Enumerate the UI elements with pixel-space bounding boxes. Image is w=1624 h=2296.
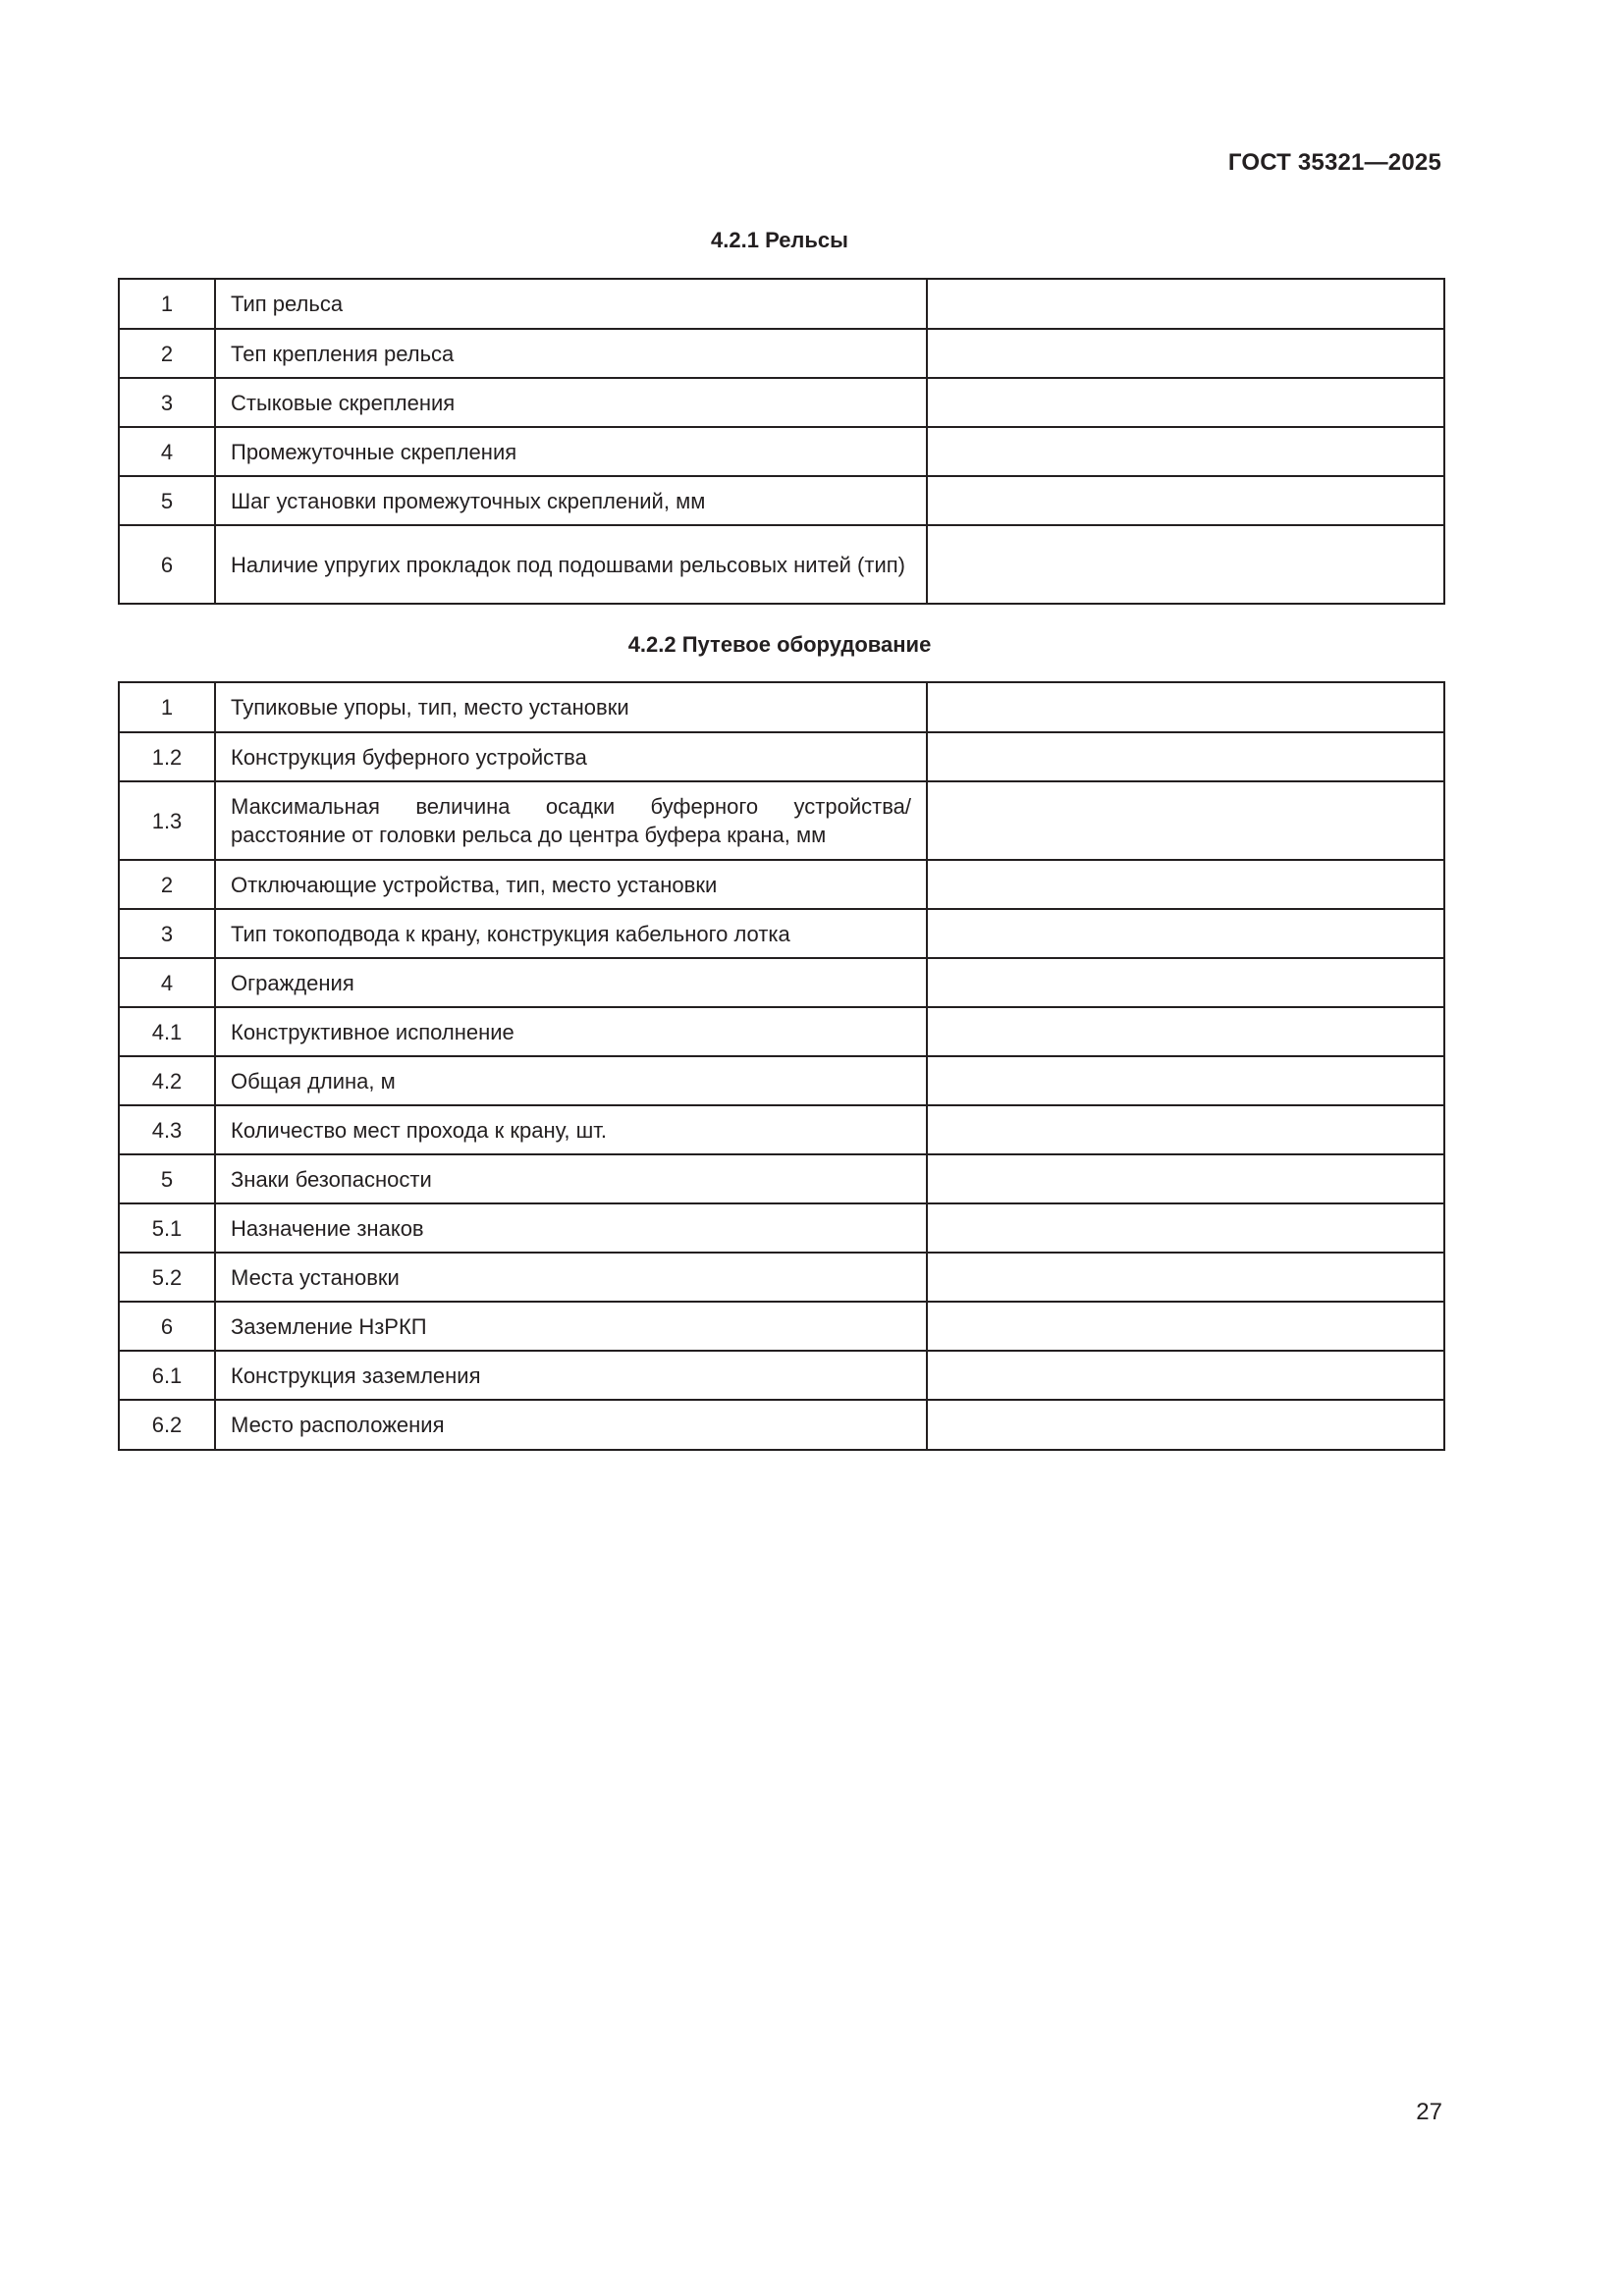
table-row [119, 1203, 1444, 1253]
table-row [119, 909, 1444, 958]
row-number: 5 [119, 1154, 215, 1203]
row-parameter: Промежуточные скрепления [215, 427, 927, 476]
row-number: 6.1 [119, 1351, 215, 1400]
page-number: 27 [1416, 2099, 1442, 2125]
row-parameter: Место расположения [215, 1400, 927, 1450]
row-value-cell [927, 1400, 1444, 1450]
row-parameter: Общая длина, м [215, 1056, 927, 1105]
row-number: 2 [119, 860, 215, 909]
row-parameter: Конструкция буферного устройства [215, 732, 927, 781]
table-row [119, 1400, 1444, 1450]
row-value-cell [927, 1253, 1444, 1302]
row-value-cell [927, 1203, 1444, 1253]
table-row [119, 682, 1444, 732]
row-value-cell [927, 279, 1444, 329]
row-number: 3 [119, 909, 215, 958]
row-number: 5.2 [119, 1253, 215, 1302]
row-value-cell [927, 1105, 1444, 1154]
table-row [119, 958, 1444, 1007]
row-parameter: Конструкция заземления [215, 1351, 927, 1400]
row-number: 4.2 [119, 1056, 215, 1105]
row-number: 2 [119, 329, 215, 378]
table-row [119, 1302, 1444, 1351]
row-number: 1.2 [119, 732, 215, 781]
row-number: 5.1 [119, 1203, 215, 1253]
table-row [119, 329, 1444, 378]
row-parameter: Максимальная величина осадки буферного устройства/ расстояние от головки рельса до центра буфера крана, мм [215, 781, 927, 860]
table-row [119, 860, 1444, 909]
row-parameter: Шаг установки промежуточных скреплений, мм [215, 476, 927, 525]
table-row [119, 1351, 1444, 1400]
row-value-cell [927, 378, 1444, 427]
row-value-cell [927, 329, 1444, 378]
row-number: 5 [119, 476, 215, 525]
row-parameter: Ограждения [215, 958, 927, 1007]
section-title-rails: 4.2.1 Рельсы [711, 228, 848, 252]
table-row [119, 732, 1444, 781]
row-value-cell [927, 427, 1444, 476]
row-number: 6 [119, 525, 215, 604]
table-row [119, 1105, 1444, 1154]
row-number: 1.3 [119, 781, 215, 860]
row-number: 4.1 [119, 1007, 215, 1056]
row-parameter: Тип токоподвода к крану, конструкция кабельного лотка [215, 909, 927, 958]
row-parameter: Заземление НзРКП [215, 1302, 927, 1351]
table-row [119, 1007, 1444, 1056]
row-parameter: Наличие упругих прокладок под подошвами рельсовых нитей (тип) [215, 525, 927, 604]
row-parameter: Знаки безопасности [215, 1154, 927, 1203]
row-value-cell [927, 476, 1444, 525]
rails-table [118, 278, 1445, 605]
row-value-cell [927, 1351, 1444, 1400]
row-value-cell [927, 732, 1444, 781]
track-equipment-table [118, 681, 1445, 1451]
table-row [119, 1154, 1444, 1203]
table-row [119, 476, 1444, 525]
row-parameter: Стыковые скрепления [215, 378, 927, 427]
row-number: 3 [119, 378, 215, 427]
row-parameter: Места установки [215, 1253, 927, 1302]
table-row [119, 781, 1444, 860]
row-parameter: Отключающие устройства, тип, место установки [215, 860, 927, 909]
table-row [119, 525, 1444, 604]
row-number: 4.3 [119, 1105, 215, 1154]
row-number: 4 [119, 427, 215, 476]
table-row [119, 1253, 1444, 1302]
row-number: 1 [119, 279, 215, 329]
row-number: 1 [119, 682, 215, 732]
row-value-cell [927, 1056, 1444, 1105]
table-row [119, 427, 1444, 476]
row-value-cell [927, 1302, 1444, 1351]
table-row [119, 1056, 1444, 1105]
table-row [119, 279, 1444, 329]
row-value-cell [927, 525, 1444, 604]
document-standard-number: ГОСТ 35321—2025 [1227, 149, 1441, 176]
row-value-cell [927, 781, 1444, 860]
table-row [119, 378, 1444, 427]
row-parameter: Тип рельса [215, 279, 927, 329]
row-number: 6.2 [119, 1400, 215, 1450]
row-value-cell [927, 860, 1444, 909]
row-parameter: Тупиковые упоры, тип, место установки [215, 682, 927, 732]
row-number: 6 [119, 1302, 215, 1351]
row-value-cell [927, 958, 1444, 1007]
row-parameter: Количество мест прохода к крану, шт. [215, 1105, 927, 1154]
row-value-cell [927, 909, 1444, 958]
row-parameter: Назначение знаков [215, 1203, 927, 1253]
row-parameter: Теп крепления рельса [215, 329, 927, 378]
row-parameter: Конструктивное исполнение [215, 1007, 927, 1056]
section-title-track-equipment: 4.2.2 Путевое оборудование [627, 632, 932, 657]
row-value-cell [927, 682, 1444, 732]
row-number: 4 [119, 958, 215, 1007]
row-value-cell [927, 1154, 1444, 1203]
row-value-cell [927, 1007, 1444, 1056]
